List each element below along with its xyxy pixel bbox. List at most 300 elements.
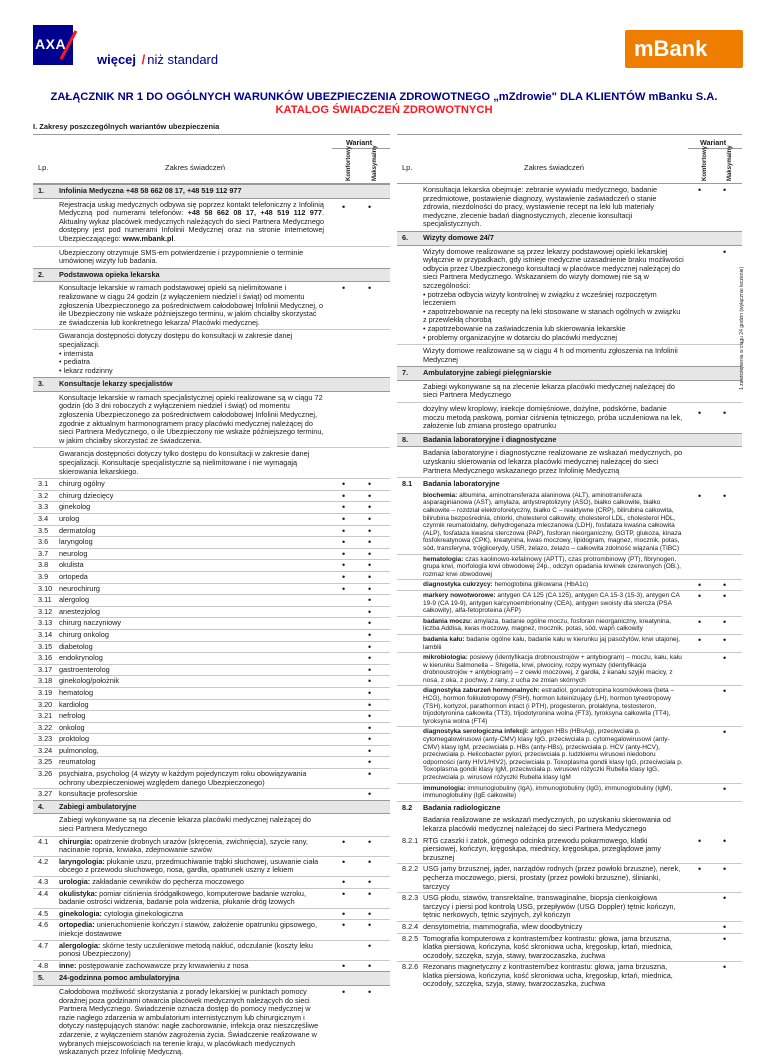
- maksymalny-dot: •: [723, 580, 727, 591]
- section-1-sms-note: Ubezpieczony otrzymuje SMS-em potwierdzenie i przypomnienie o terminie umówionej wizyty lub badania.: [33, 246, 390, 268]
- row-number: 3.4: [38, 514, 49, 523]
- komfortowy-dot: •: [342, 537, 346, 548]
- maksymalny-dot: •: [368, 888, 372, 899]
- mbank-logo: [625, 30, 743, 68]
- row-number: 3.14: [38, 629, 53, 639]
- row-description: czas kaolinowo-kefalinowy (APTT), czas protrombinowy (PT), fibrynogen, grupa krwi, morfologia krwi obwodowej 24p., odczyn opadania krwinek czerwonych (OB.), rozmaz krwi obwodowej: [423, 555, 681, 578]
- row-text: [423, 581, 684, 589]
- row-text: anestezjolog: [59, 606, 100, 616]
- row-number: 3.23: [38, 734, 53, 744]
- maksymalny-dot: •: [368, 537, 372, 548]
- lab-test-row: [397, 783, 742, 801]
- radiology-row: [397, 892, 742, 921]
- row-number: 4.4: [38, 888, 49, 898]
- komfortowy-dot: •: [342, 856, 346, 867]
- maksymalny-dot: •: [368, 583, 372, 594]
- lab-test-row: [397, 616, 742, 634]
- lab-tests-list: [397, 491, 742, 801]
- row-number: 3.15: [38, 641, 53, 651]
- komfortowy-dot: •: [342, 548, 346, 559]
- row-description: estradiol, gonadotropina kosmówkowa (beta – HCG), hormon folikulotropowy (FSH), hormon luteinizujący (LH), hormon tyreotropowy (TSH), kortyzol, parathormon intact (i PTH), progesteron, prolaktyna, testosteron, trijodotyronina całkowita (TT3), trijodotyronina wolna (FT3), tyroksyna całkowita (TT4), tyroksyna wolna (FT4): [423, 687, 675, 725]
- maksymalny-dot: •: [723, 590, 727, 601]
- maksymalny-dot: •: [723, 634, 727, 645]
- maksymalny-dot: •: [723, 408, 727, 419]
- row-text: nefrolog: [59, 711, 86, 721]
- row-label: diagnostyka zaburzeń hormonalnych:: [423, 687, 540, 695]
- row-text: [423, 894, 684, 920]
- row-description: USG płodu, stawów, transrektalne, transwaginalne, biopsja cienkoigłowa tarczycy i piersi pod kontrolą USG, przepływów (USG Doppler) tętnic kończyn, tętnic nerkowych, tętnic szyjnych, żył kończyn: [423, 893, 676, 920]
- specialist-row: [33, 629, 390, 641]
- row-description: RTG czaszki i zatok, górnego odcinka przewodu pokarmowego, klatki piersiowej, kończyn, kręgosłupa, miednicy, kręgosłupa, przeglądowe jamy brzusznej: [423, 835, 661, 862]
- row-text: dermatolog: [59, 525, 96, 535]
- row-number: 8.2.1: [402, 835, 419, 845]
- row-text: reumatolog: [59, 757, 96, 767]
- left-table: [33, 134, 390, 1059]
- row-text: chirurg naczyniowy: [59, 618, 122, 628]
- procedure-row: [33, 888, 390, 908]
- row-description: densytometria, mammografia, wlew doodbytniczy: [423, 921, 583, 931]
- row-text: [423, 592, 684, 615]
- left-table-header: [33, 134, 390, 184]
- row-text: [59, 962, 324, 971]
- komfortowy-dot: •: [342, 571, 346, 582]
- row-number: 4.5: [38, 908, 49, 918]
- row-number: 3.25: [38, 757, 53, 767]
- tagline: [97, 52, 218, 67]
- row-label: ginekologia:: [59, 908, 102, 918]
- row-description: skórne testy uczuleniowe metodą nakłuć, odczulanie (koszty leku ponosi Ubezpieczony): [59, 940, 313, 959]
- procedure-row: [33, 960, 390, 972]
- maksymalny-dot: •: [368, 711, 372, 722]
- specialists-list: [33, 478, 390, 800]
- row-number: 3.6: [38, 537, 49, 547]
- row-text: chirurg dziecięcy: [59, 490, 114, 500]
- maksymalny-dot: •: [368, 745, 372, 756]
- komfortowy-dot: •: [698, 864, 702, 875]
- row-text: [423, 618, 684, 633]
- specialist-row: [33, 606, 390, 618]
- row-text: psychiatra, psycholog (4 wizyty w każdym pojedynczym roku obowiązywania ochrony ubezpieczeniowej względem danego Ubezpieczonego): [59, 769, 307, 787]
- section-7-heading: 7. Ambulatoryjne zabiegi pielęgniarskie: [397, 366, 742, 381]
- maksymalny-dot: •: [368, 502, 372, 513]
- section-7-body: Zabiegi wykonywane są na zlecenie lekarza placówki medycznej należącej do sieci Partnera Medycznego: [423, 381, 675, 400]
- komfortowy-dot: •: [342, 986, 346, 997]
- row-text: proktolog: [59, 734, 90, 744]
- komfortowy-dot: •: [342, 960, 346, 971]
- komfortowy-dot: •: [342, 560, 346, 571]
- radiology-list: [397, 836, 742, 991]
- row-description: cytologia ginekologiczna: [101, 908, 184, 918]
- maksymalny-dot: •: [368, 479, 372, 490]
- section-6-heading: 6. Wizyty domowe 24/7: [397, 231, 742, 246]
- specialist-row: [33, 699, 390, 711]
- maksymalny-dot: •: [368, 836, 372, 847]
- row-description: zakładanie cewników do pęcherza moczowego: [90, 877, 244, 886]
- lab-test-row: [397, 590, 742, 616]
- row-text: [59, 921, 324, 938]
- row-description: płukanie uszu, przedmuchiwanie trąbki słuchowej, usuwanie ciała obcego z przewodu słuchowego, nosa, gardła, opatrunek uszny z lekiem: [59, 856, 319, 875]
- maksymalny-dot: •: [368, 514, 372, 524]
- row-label: mikrobiologia:: [423, 654, 468, 662]
- section-8-heading: 8. Badania laboratoryjne i diagnostyczne: [397, 433, 742, 448]
- row-description: badanie ogólne kału, badanie kału w kierunku jaj pasożytów, krwi utajonej, lamblii: [423, 635, 680, 651]
- lab-test-row: [397, 726, 742, 782]
- komfortowy-dot: •: [342, 201, 346, 212]
- row-description: antygen HBs (HBsAg), przeciwciała p. cytomegalowirusowi (anty-CMV) klasy IgG, przeciwciała p. cytomegalowirusowi (anty-CMV) klasy IgM, przeciwciała p. HBs (anty-HBs), przeciwciała p. HCV (anty-HCV), przeciwciała p. Helicobacter pylori, przeciwciała p. ludzkiemu wirusowi niedoboru odporności (anty HIV1/HIV2), przeciwciała p. Toxoplasma gondii klasy IgG, przeciwciała p. Toxoplasma gondii klasy IgM, przeciwciała p. wirusowi różyczki Rubella klasy IgG, przeciwciała p. wirusowi różyczki Rubella klasy IgM: [423, 728, 683, 781]
- row-text: onkolog: [59, 722, 85, 732]
- maksymalny-dot: •: [723, 653, 727, 664]
- row-text: endokrynolog: [59, 653, 103, 663]
- maksymalny-dot: •: [368, 641, 372, 652]
- row-text: [59, 838, 324, 855]
- row-number: 3.27: [38, 789, 53, 799]
- maksymalny-dot: •: [368, 789, 372, 800]
- maksymalny-dot: •: [368, 664, 372, 675]
- row-number: 3.1: [38, 479, 49, 489]
- row-label: biochemia:: [423, 491, 458, 499]
- row-description: amylaza, badanie ogólne moczu, fosforan nieorganiczny, kreatynina, liczba Addisa, kwas moczowy, magnez, mocznik, potas, sód, wapń całkowity: [423, 617, 672, 633]
- row-number: 3.21: [38, 711, 53, 721]
- row-description: hemoglobina glikowana (HbA1c): [492, 581, 589, 589]
- section-1-heading: 1. Infolinia Medyczna +48 58 662 08 17, +48 519 112 977: [33, 184, 390, 199]
- row-label: ortopedia:: [59, 920, 95, 930]
- radiology-row: [397, 921, 742, 933]
- maksymalny-dot: •: [368, 595, 372, 606]
- komfortowy-dot: •: [698, 616, 702, 627]
- specialist-row: [33, 710, 390, 722]
- row-text: [59, 858, 324, 875]
- lp-column-heading: Lp.: [402, 163, 413, 172]
- scope-column-heading: Zakres świadczeń: [164, 163, 226, 172]
- procedure-row: [33, 876, 390, 888]
- specialist-row: [33, 675, 390, 687]
- row-number: 3.9: [38, 571, 49, 581]
- variant-heading: Wariant: [346, 138, 373, 147]
- lp-column-heading: Lp.: [38, 163, 49, 172]
- procedure-row: [33, 908, 390, 920]
- consultation-scope: Konsultacja lekarska obejmuje: zebranie wywiadu medycznego, badanie przedmiotowe, postawienie diagnozy, wystawienie zaświadczeń o stanie zdrowia, niezdolności do pracy, wystawienie recept na leki lub materiały medyczne, zlecenie badań diagnostycznych, zlecenie konsultacji specjalistycznych. • •: [423, 185, 727, 229]
- maksymalny-dot: •: [368, 571, 372, 582]
- row-label: diagnostyka cukrzycy:: [423, 581, 493, 589]
- row-number: 8.2.3: [402, 893, 419, 903]
- right-table: [397, 134, 742, 990]
- maksymalny-dot: •: [368, 653, 372, 664]
- komfortowy-dot: •: [342, 888, 346, 899]
- row-text: [59, 878, 324, 887]
- row-number: 3.10: [38, 583, 53, 593]
- komfortowy-dot: •: [698, 835, 702, 846]
- maksymalny-dot: •: [723, 921, 727, 932]
- maksymalny-dot: •: [368, 525, 372, 536]
- row-description: USG jamy brzusznej, jąder, narządów rodnych (przez powłoki brzuszne), nerek, pęcherza moczowego, piersi, prostaty (przez powłoki brzuszne), ślinianki, tarczycy: [423, 864, 681, 891]
- lab-test-row: [397, 579, 742, 590]
- row-text: [59, 910, 324, 919]
- maksymalny-dot: •: [368, 877, 372, 887]
- row-number: 3.16: [38, 653, 53, 663]
- row-text: ginekolog: [59, 502, 91, 512]
- maksymalny-dot: •: [368, 560, 372, 571]
- row-description: posiewy (identyfikacja drobnoustrojów + antybiogram) – moczu, kału, kału w kierunku Salmonella – Shigella, krwi, plwociny, rozpy wymazy (identyfikacja drobnoustrojów + antybiogram) – z cewki moczowej, z gardła, z kanału szyjki macicy, z nosa, z oka, z pochwy, z rany, z ucha ze zmian skórnych: [423, 654, 682, 684]
- list-item: • internista: [59, 350, 324, 359]
- right-table-header: [397, 134, 742, 184]
- row-text: neurochirurg: [59, 583, 100, 593]
- row-text: [59, 890, 324, 907]
- section-8-body: Badania laboratoryjne i diagnostyczne realizowane ze wskazań medycznych, po uzyskaniu skierowania od lekarza placówki medycznej należącej do sieci Partnera Medycznego wskazanego przez Infolinię Medyczną: [423, 448, 683, 475]
- row-text: laryngolog: [59, 537, 93, 547]
- row-number: 3.8: [38, 560, 49, 570]
- row-number: 8.2.4: [402, 921, 419, 931]
- maksymalny-dot: •: [368, 676, 372, 687]
- maksymalny-dot: •: [368, 856, 372, 867]
- procedure-row: [33, 856, 390, 876]
- row-number: 3.20: [38, 699, 53, 709]
- radiology-row: [397, 863, 742, 892]
- section-3-heading: 3. Konsultacje lekarzy specjalistów: [33, 377, 390, 392]
- tagline-bold: więcej: [97, 52, 137, 67]
- row-label: inne:: [59, 960, 77, 970]
- maksymalny-dot: •: [368, 940, 372, 951]
- maksymalny-dot: •: [368, 757, 372, 768]
- row-description: postępowanie zachowawcze przy krwawieniu z nosa: [76, 960, 249, 970]
- row-label: badania moczu:: [423, 617, 473, 625]
- specialist-row: [33, 548, 390, 560]
- row-label: laryngologia:: [59, 856, 105, 866]
- row-label: urologia:: [59, 877, 91, 886]
- komfortowy-dot: •: [342, 502, 346, 513]
- row-number: 4.1: [38, 836, 49, 846]
- maksymalny-dot: •: [723, 864, 727, 875]
- komfortowy-dot: •: [698, 185, 702, 195]
- list-item: • potrzeba odbycia wizyty kontrolnej w związku z wcześniej rozpoczętym leczeniem: [423, 291, 684, 308]
- row-text: [423, 865, 684, 891]
- row-label: diagnostyka serologiczna infekcji:: [423, 728, 529, 736]
- row-label: badania kału:: [423, 635, 465, 643]
- specialist-row: [33, 687, 390, 699]
- komfortowy-dot: •: [342, 490, 346, 501]
- row-description: pomiar ciśnienia śródgałkowego, komputerowe badanie wzroku, badanie ostrości widzenia, badanie pola widzenia, płukanie dróg łzowych: [59, 888, 307, 907]
- maksymalny-dot: •: [368, 699, 372, 710]
- specialist-row: [33, 501, 390, 513]
- row-number: 8.2.5: [402, 933, 419, 943]
- list-item: • lekarz rodzinny: [59, 367, 324, 376]
- row-text: ortopeda: [59, 571, 88, 581]
- maksymalny-dot: •: [368, 734, 372, 745]
- row-label: okulistyka:: [59, 888, 98, 898]
- lab-test-row: [397, 685, 742, 726]
- radiology-row: [397, 836, 742, 864]
- variant-heading: Wariant: [700, 138, 727, 147]
- row-text: [423, 636, 684, 651]
- specialist-row: [33, 664, 390, 676]
- row-description: immunoglobuliny (IgA), immunoglobuliny (IgG), immunoglobuliny (IgM), immunoglobuliny (IgE całkowite): [423, 784, 673, 800]
- row-description: opatrzenie drobnych urazów (skręcenia, zwichnięcia), szycie rany, nacinanie ropnia, krwiaka, zdejmowanie szwów: [59, 836, 308, 855]
- maksymalny-dot: •: [368, 283, 372, 294]
- maksymalny-dot: •: [723, 962, 727, 973]
- section-3-guarantee: Gwarancja dostępności dotyczy tylko dostępu do konsultacji w zakresie danej specjalizacji. Konsultacje specjalistyczne są nielimitowane i nie wymagają skierowania lekarskiego.: [33, 447, 390, 478]
- specialist-row: [33, 641, 390, 653]
- section-1-body: Rejestracja usług medycznych odbywa się poprzez kontakt telefoniczny z Infolinią Medyczną pod numerami telefonów: +48 58 662 08 17, +48 519 112 977. Aktualny wykaz placówek medycznych należących do sieci Partnera Medycznego dostępny jest pod numerami Infolinii Medycznej oraz na stronie internetowej Ubezpieczającego: www.mbank.pl. • •: [59, 199, 372, 243]
- row-label: hematologia:: [423, 555, 464, 563]
- row-text: [423, 963, 684, 989]
- row-text: neurolog: [59, 548, 88, 558]
- specialist-row: [33, 617, 390, 629]
- specialist-row: [33, 490, 390, 502]
- section-6-time: Wizyty domowe realizowane są w ciągu 4 h od momentu zgłoszenia na Infolinii Medycznej: [397, 344, 742, 366]
- specialist-row: [33, 594, 390, 606]
- row-text: chirurg onkolog: [59, 629, 109, 639]
- komfortowy-dot: •: [342, 908, 346, 919]
- section-6-body: Wizyty domowe realizowane są przez lekarzy podstawowej opieki lekarskiej wyłącznie w przypadkach, gdy istnieje medyczne uzasadnienie braku możliwości odbycia przez Ubezpieczonego konsultacji w placówce medycznej należącej do sieci Partnera Medycznego. Wskazaniem do wizyty domowej nie są w szczególności: • potrzeba odbycia wizyty kontrolnej w związku z wcześniej rozpoczętym leczeniem • zapotrzebowanie na recepty na leki stosowane w stanach ogólnych w związku z przewlekłą chorobą • zapotrzebowanie na zaświadczenia lub skierowania lekarskie • problemy organizacyjne w dotarciu do placówki medycznej •: [397, 246, 742, 345]
- axa-logo: [33, 25, 73, 65]
- maksymalny-dot: •: [368, 548, 372, 559]
- specialist-row: [33, 652, 390, 664]
- row-text: [423, 654, 684, 684]
- lab-test-row: [397, 634, 742, 652]
- maksymalny-column-heading: Maksymalny: [372, 145, 378, 181]
- komfortowy-dot: •: [342, 836, 346, 847]
- specialist-row: [33, 733, 390, 745]
- specialist-row: [33, 745, 390, 757]
- lab-test-row: [397, 554, 742, 580]
- maksymalny-dot: •: [368, 960, 372, 971]
- section-5-heading: 5. 24-godzinna pomoc ambulatoryjna: [33, 971, 390, 986]
- row-text: [59, 942, 324, 959]
- row-number: 3.19: [38, 687, 53, 697]
- row-label: alergologia:: [59, 940, 101, 950]
- maksymalny-dot: •: [368, 908, 372, 919]
- row-text: diabetolog: [59, 641, 93, 651]
- maksymalny-dot: •: [723, 616, 727, 627]
- row-number: 3.2: [38, 490, 49, 500]
- maksymalny-dot: •: [723, 933, 727, 944]
- maksymalny-dot: •: [368, 490, 372, 501]
- maksymalny-dot: •: [368, 769, 372, 780]
- row-number: 3.7: [38, 548, 49, 558]
- komfortowy-dot: •: [342, 877, 346, 887]
- procedures-list: [33, 836, 390, 972]
- maksymalny-dot: •: [723, 246, 727, 257]
- list-item: • problemy organizacyjne w dotarciu do placówki medycznej: [423, 334, 684, 343]
- section-4-heading: 4. Zabiegi ambulatoryjne: [33, 800, 390, 815]
- row-number: 3.3: [38, 502, 49, 512]
- maksymalny-dot: •: [723, 686, 727, 697]
- maksymalny-dot: •: [368, 606, 372, 617]
- section-8-2-heading: 8.2 Badania radiologiczne: [397, 801, 742, 815]
- row-number: 3.12: [38, 606, 53, 616]
- tagline-slash: /: [141, 52, 146, 67]
- list-item: • zapotrzebowanie na recepty na leki stosowane w stanach ogólnych w związku z przewlekłą chorobą: [423, 308, 684, 325]
- komfortowy-dot: •: [342, 920, 346, 931]
- procedure-row: [33, 837, 390, 856]
- maksymalny-dot: •: [723, 893, 727, 904]
- specialist-row: [33, 722, 390, 734]
- row-text: gastroenterolog: [59, 664, 110, 674]
- section-3-body: Konsultacje lekarskie w ramach specjalistycznej opieki realizowane są w ciągu 72 godzin (do 3 dni roboczych z wyłączeniem niedziel i świąt) od momentu zgłoszenia Ubezpieczonego za pośrednictwem całodobowej Infolinii Medycznej, zgodnie z aktualnym harmonogramem pracy placówki medycznej należącej do sieci Partnera Medycznego, o ile Ubezpieczony nie wskaże późniejszego terminu, w jakim chciałby skorzystać ze świadczenia.: [59, 392, 324, 445]
- maksymalny-dot: •: [368, 201, 372, 212]
- row-number: 8.2.2: [402, 864, 419, 874]
- row-text: [423, 923, 684, 932]
- specialist-row: [33, 756, 390, 768]
- row-description: antygen CA 125 (CA 125), antygen CA 15-3 (15-3), antygen CA 19-9 (CA 19-9), antygen karcynoembrionalny (CEA), antygen swoisty dla sterczа (PSA całkowity), alfa-fetoproteina (AFP): [423, 591, 680, 615]
- document-subtitle: KATALOG ŚWIADCZEŃ ZDROWOTNYCH: [275, 104, 493, 116]
- row-number: 3.18: [38, 676, 53, 686]
- row-number: 3.11: [38, 595, 52, 605]
- komfortowy-dot: •: [342, 525, 346, 536]
- row-number: 4.3: [38, 877, 49, 886]
- row-number: 3.17: [38, 664, 53, 674]
- row-label: chirurgia:: [59, 836, 93, 846]
- specialist-row: [33, 559, 390, 571]
- section-2-body: Konsultacje lekarskie w ramach podstawowej opieki są nielimitowane i realizowane w ciągu 24 godzin (z wyłączeniem niedziel i świąt) od momentu zgłoszenia Ubezpieczonego za pośrednictwem całodobowej Infolinii Medycznej, o ile Ubezpieczony nie wskaże późniejszego terminu, w jakim chciałby skorzystać ze świadczenia lub konkretnego lekarza/ Placówki medycznej. • •: [59, 283, 372, 327]
- row-number: 4.6: [38, 920, 49, 930]
- maksymalny-dot: •: [723, 783, 727, 794]
- row-number: 4.8: [38, 960, 49, 970]
- row-number: 3.26: [38, 769, 53, 779]
- row-text: [423, 935, 684, 961]
- maksymalny-dot: •: [723, 835, 727, 846]
- specialist-row: [33, 571, 390, 583]
- side-note: [739, 250, 746, 390]
- row-number: 3.22: [38, 722, 53, 732]
- procedure-row: [33, 940, 390, 960]
- section-5-body: Całodobowa możliwość skorzystania z porady lekarskiej w punktach pomocy doraźnej poza godzinami otwarcia placówek medycznych należących do sieci Partnera Medycznego. Świadczenie oznacza dostęp do pomocy medycznej w razie nagłego zdarzenia w ambulatorium internistycznym lub chirurgicznym i dotyczy następujących stanów: nagłe zachorowanie, infekcja oraz nieszczęśliwe zdarzenie, z wyłączeniem stanów zagrożenia życia. Świadczenie realizowane w wybranych miejscowościach na terenie kraju, w placówkach medycznych wskazanych przez Infolinię Medyczną. • •: [59, 986, 372, 1057]
- row-description: albumina, aminotransferaza alaninowa (ALT), aminotransferaza asparaginianowa (AST), amylaza, antystreptolizyny (ASO), białko całkowite, białko całkowite – rozdział elektroforetyczny, białko C – reaktywne (CRP), bilirubina całkowita, bilirubina bezpośrednia, chlorki, cholesterol całkowity, cholesterol LDL, cholesterol HDL, czynnik reumatoidalny, dehydrogenaza mleczanowa (LDH), fosfataza kwaśna całkowita (ALP), fosfataza kwaśna sterczowa (PAP), fosforan nieorganiczny, GGTP, glukoza, kinaza fosfokreatynowa (CPK), kreatynina, kwas moczowy, lipidogram, magnez, mocznik, potas, sód, transferyna, trójglicerydy, USR, żelazo, żelazo – całkowita zdolność wiązania (TIBC): [423, 491, 682, 552]
- section-title: I. Zakresy poszczególnych wariantów ubezpieczenia: [33, 122, 220, 131]
- section-2-guarantee: Gwarancja dostępności dotyczy dostępu do konsultacji w zakresie danej specjalizacji. • internista • pediatra • lekarz rodzinny: [33, 329, 390, 377]
- row-description: Tomografia komputerowa z kontrastem/bez kontrastu: głowa, jama brzuszna, klatka piersiowa, kończyna, kość skroniowa ucha, kręgosłup, krtań, miednica, oczodoły, szczęka, szyja, stawy, twarzoczaszka, żuchwa: [423, 933, 673, 960]
- row-text: [423, 837, 684, 863]
- specialist-row: [33, 525, 390, 537]
- section-2-heading: 2. Podstawowa opieka lekarska: [33, 268, 390, 283]
- maksymalny-dot: •: [723, 490, 727, 501]
- maksymalny-dot: •: [368, 629, 372, 640]
- maksymalny-dot: •: [368, 722, 372, 733]
- komfortowy-dot: •: [698, 408, 702, 419]
- maksymalny-column-heading: Maksymalny: [727, 145, 733, 181]
- radiology-row: [397, 961, 742, 990]
- maksymalny-dot: •: [368, 986, 372, 997]
- komfortowy-dot: •: [698, 590, 702, 601]
- specialist-row: [33, 536, 390, 548]
- specialist-row: [33, 479, 390, 490]
- komfortowy-dot: •: [342, 514, 346, 524]
- lab-test-row: [397, 491, 742, 554]
- row-text: [423, 785, 684, 800]
- komfortowy-column-heading: Komfortowy: [702, 146, 708, 181]
- section-7-list: dożylny wlew kroplowy, iniekcje domięśniowe, dożylne, podskórne, badanie moczu metodą paskową, pomiar ciśnienia tętniczego, próba uczuleniowa na lek, założenie lub zmiana prostego opatrunku • •: [397, 402, 742, 433]
- maksymalny-dot: •: [368, 920, 372, 931]
- page-header: [0, 0, 768, 100]
- maksymalny-dot: •: [723, 185, 727, 195]
- section-8-1-heading: 8.1 Badania laboratoryjne: [397, 477, 742, 491]
- row-text: [423, 492, 684, 553]
- row-text: chirurg ogólny: [59, 479, 105, 489]
- maksymalny-dot: •: [368, 618, 372, 629]
- side-note-text: 1 zaszczepienia w ciągu 24 godzin (wyłącznie leczenie): [739, 266, 745, 390]
- list-item: • zapotrzebowanie na zaświadczenia lub skierowania lekarskie: [423, 325, 684, 334]
- row-description: Rezonans magnetyczny z kontrastem/bez kontrastu: głowa, jama brzuszna, klatka piersiowa, kończyna, kość skroniowa ucha, kręgosłup, krtań, miednica, oczodoły, szczęka, szyja, stawy, twarzoczaszka, żuchwa: [423, 962, 673, 989]
- row-description: unieruchomienie kończyn i stawów, założenie opatrunku gipsowego, iniekcje dostawowe: [59, 920, 317, 938]
- row-text: [423, 556, 684, 579]
- row-text: urolog: [59, 514, 80, 523]
- row-label: immunologia:: [423, 784, 466, 792]
- specialist-row: [33, 513, 390, 525]
- komfortowy-dot: •: [342, 283, 346, 294]
- row-text: [423, 728, 684, 781]
- row-number: 3.5: [38, 525, 49, 535]
- row-number: 4.2: [38, 856, 49, 866]
- scope-column-heading: Zakres świadczeń: [523, 163, 585, 172]
